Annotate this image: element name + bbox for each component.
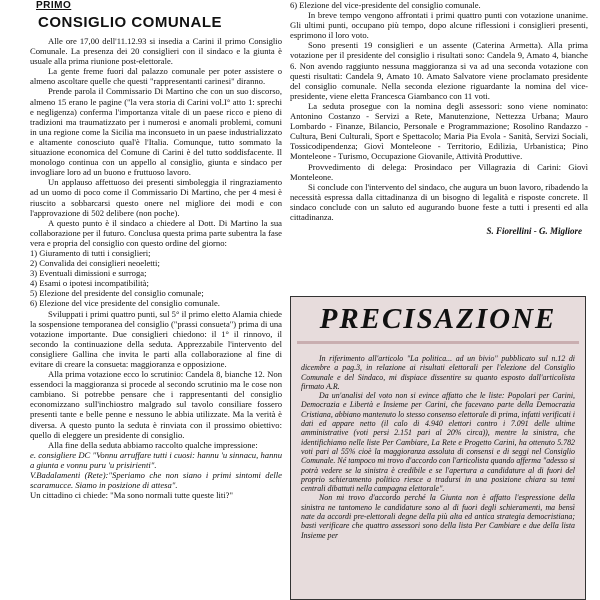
left-paragraph-4: Un applauso affettuoso dei presenti simboleggia il ringraziamento ad un uomo di poco come il Commissario Di Martino, che per 4 mesi è riuscito a sobbarcarsi questo onere nel migliore dei modi e con l'approvazione di 502 delibere (non poche). [30, 177, 282, 218]
left-paragraph-8: Alla fine della seduta abbiamo raccolto qualche impressione: [48, 439, 258, 450]
right-paragraph-5: Si conclude con l'intervento del sindaco, che augura un buon lavoro, ribadendo la necessità espressa dalla cittadinanza di un bisogno di legalità e risposte concrete. Il sindaco conclude con un saluto ed augurando buone feste a tutti i presenti ed alla cittadinanza. [290, 181, 588, 222]
left-column [30, 0, 282, 600]
box-title: PRECISAZIONE [319, 303, 557, 335]
right-agenda-item: 6) Elezione del vice-presidente del consiglio comunale. [290, 0, 481, 10]
agenda-item-6: 6) Elezione del vice presidente del consiglio comunale. [30, 298, 220, 309]
box-divider [297, 341, 579, 344]
quote-dc-councillor: e. consigliere DC "Vonnu arruffare tutti i cuosi: hannu 'u sinnacu, hannu a giunta e vonnu puru 'u prisirienti". [30, 449, 282, 470]
right-paragraph-1: In breve tempo vengono affrontati i primi quattro punti con votazione unanime. Gli ultimi punti, occupano più tempo, dopo alcune riflessioni i consiglieri presenti, esprimono il loro voto. [290, 10, 588, 41]
box-paragraph-2: Da un'analisi del voto non si evince affatto che le liste: Popolari per Carini, Democrazia e Libertà e Insieme per Carini, che facevano parte della Democrazia Cristiana, abbiano mantenuto lo stesso consenso elettorale di prima, infatti verificati i dati ed appare netto (il calo di 4.940 elettori contro i 7.091 delle ultime amministrative (voti persi 2.151 pari al 20% circa)), mentre la sinistra, che identifichiamo nelle liste Per Cambiare, La Rete e Progetto Carini, ha ottenuto 5.782 voti pari al 55% cioè la maggioranza assoluta di consensi e di seggi nel Consiglio Comunale. Né tampoco mi trovo d'accordo con l'articolista quando afferma "adesso si potrà vedere se la sinistra è credibile e se l'apertura a candidature al di fuori del proprio schieramento politico riesce a tradursi in una posizione chiara su temi centrali dibattuti nella campagna elettorale". [301, 391, 575, 494]
section-tag: PRIMO [36, 0, 72, 11]
left-paragraph-5: A questo punto è il sindaco a chiedere al Dott. Di Martino la sua collaborazione per il futuro. Conclusa questa prima parte subentra la fase vera e propria del consiglio con questo ordine del giorno: [30, 217, 282, 248]
agenda-item-3: 3) Eventuali dimissioni e surroga; [30, 268, 147, 279]
left-paragraph-7: Alla prima votazione ecco lo scrutinio: Candela 8, bianche 12. Non essendoci la maggioranza si procede al secondo scrutinio ma le cose non cambiano. Si potrebbe pensare che i rappresentanti del consiglio economizzano sull'inchiostro malgrado sul tavolo consiliare fossero presenti tante e belle penne e nessuno le abbia utilizzate. Ma la verità è diversa. A questo punto la seduta è rinviata con il prossimo obiettivo: quello di eleggere un presidente di consiglio. [30, 369, 282, 440]
agenda-list [30, 248, 282, 309]
left-paragraph-6: Sviluppati i primi quattro punti, sul 5° il primo eletto Alamia chiede la sospensione temporanea del consiglio ("prassi consueta") prima di una votazione importante. Due consiglieri chiedono: il 1° il rinnovo, il secondo la continuazione della seduta. Apprezzabile l'intervento del consigliere Gallina che invita le parti alla collaborazione al fine di evitare di creare la consueta: maggioranza e opposizione. [30, 308, 282, 369]
box-paragraph-3: Non mi trovo d'accordo perché la Giunta non è affatto l'espressione della sinistra ne tantomeno le candidature sono al di fuori degli schieramenti, ma bensì nate da accordi pre-elettorali degne della più alta ed antica strategia democristiana; basti verificare che quattro assessori sono della lista Per Cambiare e due della lista Insieme per [301, 493, 575, 540]
agenda-item-4: 4) Esami o ipotesi incompatibilità; [30, 278, 149, 289]
article-signature: S. Fiorellini - G. Migliore [486, 226, 582, 237]
left-paragraph-2: La gente freme fuori dal palazzo comunale per poter assistere o almeno ascoltare quelle che questi "rappresentanti carinesi" diranno. [30, 66, 282, 87]
quote-citizen: Un cittadino ci chiede: "Ma sono normali tutte queste liti?" [30, 490, 233, 501]
right-paragraph-4: Provvedimento di delega: Prosindaco per Villagrazia di Carini: Giovì Monteleone. [290, 161, 588, 182]
box-paragraph-1: In riferimento all'articolo "La politica... ad un bivio" pubblicato sul n.12 di dicembre a pag.3, in relazione ai risultati elettorali per l'elezione del Consiglio Comunale e del Sindaco, mi dispiace dissentire su quanto esposto dall'articolista firmato A.R. [301, 354, 575, 391]
agenda-item-2: 2) Convalida dei consiglieri neoeletti; [30, 258, 160, 269]
precisazione-box [290, 296, 586, 600]
right-paragraph-3: La seduta prosegue con la nomina degli assessori: sono viene nominato: Antonino Costanzo - Servizi a Rete, Manutenzione, Nettezza Urbana; Mauro Lombardo - Finanze, Bilancio, Personale e Programmazione; Rosolino Randazzo - Cultura, Beni Culturali, Sport e Spettacolo; Maria Pia Evola - Sanità, Servizi Sociali, Tossicodipendenza; Giovì Monteleone - Territorio, Edilizia, Urbanistica; Pino Monteleone - Turismo, Occupazione Giovanile, Attività Produttive. [290, 100, 588, 162]
quote-badalamenti: V.Badalamenti (Rete):"Speriamo che non siano i primi sintomi delle scaramucce. Siamo in posizione di attesa". [30, 470, 282, 491]
agenda-item-5: 5) Elezione del presidente del consiglio comunale; [30, 288, 204, 299]
agenda-item-1: 1) Giuramento di tutti i consiglieri; [30, 247, 151, 258]
left-paragraph-3: Prende parola il Commissario Di Martino che con un suo discorso, almeno 15 erano le pagine ("la vera storia di Carini vol.I° atto 1: sprechi e negligenza) conferma l'importanza vitale di un paese ricco e pieno di tradizioni ma traumatizzato per i numerosi e anomali problemi, comuni in una regione come la Sicilia ma inconsueto in un paese industrializzato e altamente conosciuto qual'è l'Italia. Comunque, tutto sommato la situazione economica del Comune di Carini è del tutto soddisfacente. Il monologo continua con un appello al consiglio, giunta e sindaco per invogliare loro ad un buono e fruttuoso lavoro. [30, 86, 282, 178]
right-paragraph-2: Sono presenti 19 consiglieri e un assente (Caterina Armetta). Alla prima votazione per il presidente del consiglio i risultati sono: Candela 9, Amato 4, bianche 6. Non avendo raggiunto nessuna maggioranza si va ad una seconda votazione con questi risultati: Candela 9, Amato 10. Amato Salvatore viene proclamato presidente del consiglio comunale. Nella seconda elezione riguardante la nomina del vice-presidente, viene eletta Francesca Giambanco con 11 voti. [290, 40, 588, 101]
left-paragraph-1: Alle ore 17,00 dell'11.12.93 si insedia a Carini il primo Consiglio Comunale. La presenza dei 20 consiglieri con il sindaco e la giunta è usuale alla prima riunione post-elettorale. [30, 36, 282, 67]
article-headline: CONSIGLIO COMUNALE [38, 14, 222, 31]
